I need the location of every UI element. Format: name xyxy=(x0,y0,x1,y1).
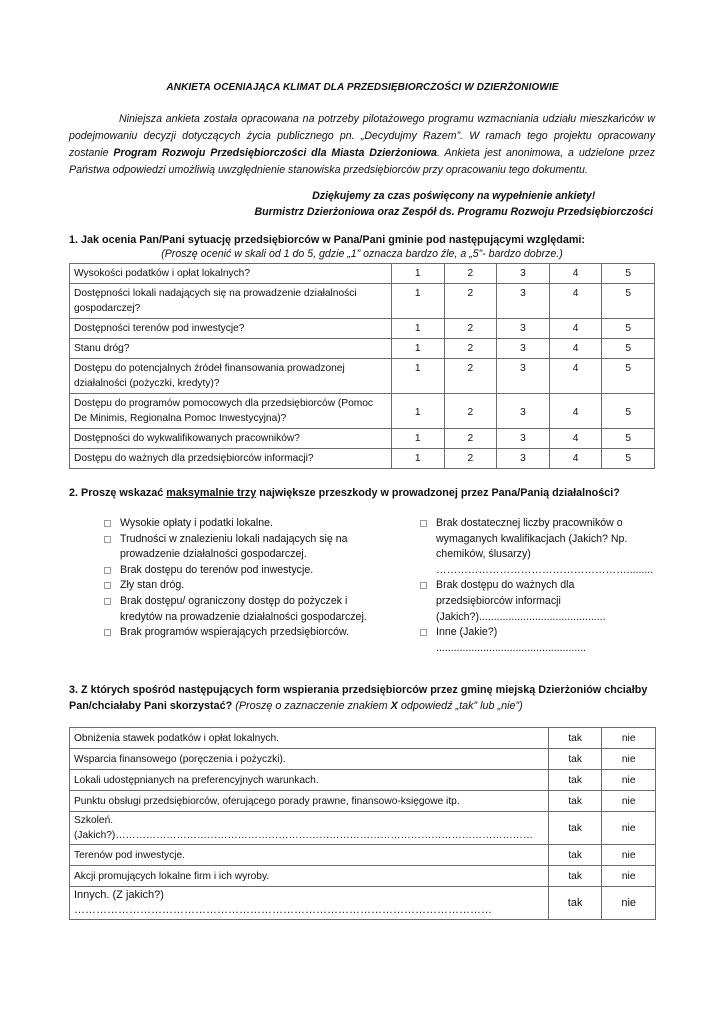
rating-option-5[interactable]: 5 xyxy=(602,319,655,339)
thanks-line: Dziękujemy za czas poświęcony na wypełnienie ankiety! xyxy=(312,190,596,202)
q1-criterion-label: Dostępu do programów pomocowych dla przedsiębiorców (Pomoc De Minimis, Regionalna Pomoc Inwestycyjna)? xyxy=(70,394,392,429)
q2-heading-post: największe przeszkody w prowadzonej przez Pana/Panią działalności? xyxy=(256,487,620,499)
thanks-block xyxy=(254,188,653,220)
answer-yes[interactable]: tak xyxy=(548,845,602,866)
q3-table-row xyxy=(70,866,656,887)
q3-heading-text: 3. Z których spośród następujących form wspierania przedsiębiorców przez gminę miejską Dzierżoniów chciałby Pan/chciałaby Pani skorzystać? xyxy=(69,684,648,712)
rating-option-4[interactable]: 4 xyxy=(549,394,602,429)
answer-no[interactable]: nie xyxy=(602,770,656,791)
q3-table-row xyxy=(70,770,656,791)
q1-rating-table xyxy=(69,263,655,469)
rating-option-4[interactable]: 4 xyxy=(549,284,602,319)
checkbox-icon[interactable] xyxy=(104,629,111,636)
rating-option-2[interactable]: 2 xyxy=(444,339,497,359)
q3-instruction-mark: X xyxy=(390,700,398,712)
answer-no[interactable]: nie xyxy=(602,845,656,866)
rating-option-3[interactable]: 3 xyxy=(497,264,550,284)
q1-criterion-label: Wysokości podatków i opłat lokalnych? xyxy=(70,264,392,284)
q2-option xyxy=(102,516,372,532)
rating-option-5[interactable]: 5 xyxy=(602,284,655,319)
rating-option-1[interactable]: 1 xyxy=(391,429,444,449)
answer-yes[interactable]: tak xyxy=(548,791,602,812)
answer-yes[interactable]: tak xyxy=(548,866,602,887)
rating-option-5[interactable]: 5 xyxy=(602,394,655,429)
rating-option-5[interactable]: 5 xyxy=(602,339,655,359)
answer-no[interactable]: nie xyxy=(602,728,656,749)
rating-option-5[interactable]: 5 xyxy=(602,449,655,469)
q1-criterion-label: Dostępności do wykwalifikowanych pracowników? xyxy=(70,429,392,449)
q2-option-label: Brak dostatecznej liczby pracowników o wymaganych kwalifikacjach (Jakich? Np. chemików, ślusarzy) ………………………………………………......... xyxy=(436,517,654,576)
rating-option-2[interactable]: 2 xyxy=(444,319,497,339)
q2-option-label: Brak dostępu do terenów pod inwestycje. xyxy=(120,563,314,576)
rating-option-2[interactable]: 2 xyxy=(444,394,497,429)
q2-option-label: Brak dostępu/ ograniczony dostęp do pożyczek i kredytów na prowadzenie działalności gospodarczej. xyxy=(120,594,367,623)
answer-yes[interactable]: tak xyxy=(548,812,602,845)
rating-option-4[interactable]: 4 xyxy=(549,339,602,359)
q3-table-row xyxy=(70,812,656,845)
q2-option-label: Brak programów wspierających przedsiębiorców. xyxy=(120,626,350,639)
signature-line: Burmistrz Dzierżoniowa oraz Zespół ds. Programu Rozwoju Przedsiębiorczości xyxy=(254,206,653,218)
q2-option-label: Wysokie opłaty i podatki lokalne. xyxy=(120,517,274,529)
rating-option-5[interactable]: 5 xyxy=(602,429,655,449)
q1-table-row xyxy=(70,429,655,449)
q3-support-form-label: Lokali udostępnianych na preferencyjnych warunkach. xyxy=(70,770,549,791)
q3-support-form-label: Wsparcia finansowego (poręczenia i pożyczki). xyxy=(70,749,549,770)
rating-option-3[interactable]: 3 xyxy=(497,319,550,339)
answer-yes[interactable]: tak xyxy=(548,749,602,770)
q1-criterion-label: Dostępu do potencjalnych źródeł finansowania prowadzonej działalności (pożyczki, kredyty)? xyxy=(70,359,392,394)
answer-yes[interactable]: tak xyxy=(548,728,602,749)
rating-option-5[interactable]: 5 xyxy=(602,359,655,394)
rating-option-1[interactable]: 1 xyxy=(391,394,444,429)
q2-heading-pre: 2. Proszę wskazać xyxy=(69,487,167,499)
q1-criterion-label: Dostępności lokali nadających się na prowadzenie działalności gospodarczej? xyxy=(70,284,392,319)
q2-option-label: Zły stan dróg. xyxy=(120,579,185,592)
checkbox-icon[interactable] xyxy=(420,582,427,589)
rating-option-4[interactable]: 4 xyxy=(549,319,602,339)
rating-option-4[interactable]: 4 xyxy=(549,264,602,284)
q3-instruction-pre: (Proszę o zaznaczenie znakiem xyxy=(232,700,391,712)
answer-no[interactable]: nie xyxy=(602,791,656,812)
q2-option xyxy=(102,594,372,625)
q2-options-right xyxy=(418,516,654,656)
q1-table-row xyxy=(70,284,655,319)
q1-table-row xyxy=(70,319,655,339)
q1-criterion-label: Stanu dróg? xyxy=(70,339,392,359)
rating-option-4[interactable]: 4 xyxy=(549,359,602,394)
q1-table-row xyxy=(70,359,655,394)
answer-no[interactable]: nie xyxy=(602,887,656,920)
q3-heading xyxy=(69,682,659,714)
q1-table-row xyxy=(70,264,655,284)
q3-table-row xyxy=(70,728,656,749)
rating-option-1[interactable]: 1 xyxy=(391,449,444,469)
rating-option-1[interactable]: 1 xyxy=(391,284,444,319)
q1-instruction: (Proszę ocenić w skali od 1 do 5, gdzie „1” oznacza bardzo źle, a „5”- bardzo dobrze.) xyxy=(161,248,563,260)
q1-criterion-label: Dostępności terenów pod inwestycje? xyxy=(70,319,392,339)
q3-table-row xyxy=(70,845,656,866)
q1-heading: 1. Jak ocenia Pan/Pani sytuację przedsiębiorców w Pana/Pani gminie pod następującymi względami: xyxy=(69,234,586,246)
q1-table-row xyxy=(70,394,655,429)
q2-option xyxy=(418,516,654,578)
q2-option xyxy=(102,532,372,563)
answer-no[interactable]: nie xyxy=(602,749,656,770)
q3-table-row xyxy=(70,887,656,920)
checkbox-icon[interactable] xyxy=(104,536,111,543)
rating-option-2[interactable]: 2 xyxy=(444,359,497,394)
checkbox-icon[interactable] xyxy=(420,629,427,636)
q3-support-form-label: Innych. (Z jakich?) …………………………………………………………………………………………………… xyxy=(70,887,549,920)
q1-table-row xyxy=(70,339,655,359)
answer-yes[interactable]: tak xyxy=(548,887,602,920)
q3-yes-no-table xyxy=(69,727,656,920)
document-title: ANKIETA OCENIAJĄCA KLIMAT DLA PRZEDSIĘBIORCZOŚCI W DZIERŻONIOWIE xyxy=(166,82,559,93)
intro-text-2: . Ankieta jest anonimowa, a udzielone przez Państwa odpowiedzi umożliwią uwzględnienie stanowiska przedsiębiorców przy opracowaniu tego dokumentu. xyxy=(69,147,655,176)
rating-option-3[interactable]: 3 xyxy=(497,339,550,359)
rating-option-2[interactable]: 2 xyxy=(444,264,497,284)
q2-option xyxy=(102,578,372,594)
intro-paragraph xyxy=(69,111,655,179)
q3-instruction xyxy=(232,700,522,712)
rating-option-3[interactable]: 3 xyxy=(497,449,550,469)
q2-heading-underlined: maksymalnie trzy xyxy=(166,487,257,499)
q3-support-form-label: Punktu obsługi przedsiębiorców, oferującego porady prawne, finansowo-księgowe itp. xyxy=(70,791,549,812)
q2-option-label: Brak dostępu do ważnych dla przedsiębiorców informacji (Jakich?)........................................... xyxy=(436,579,606,623)
rating-option-3[interactable]: 3 xyxy=(497,359,550,394)
checkbox-icon[interactable] xyxy=(104,598,111,605)
rating-option-1[interactable]: 1 xyxy=(391,359,444,394)
intro-text-1: Niniejsza ankieta została opracowana na potrzeby pilotażowego programu wzmacniania udziału mieszkańców w podejmowaniu decyzji dotyczących życia publicznego pn. „Decydujmy Razem”. W ramach tego projektu opracowany zostanie xyxy=(69,113,655,159)
rating-option-4[interactable]: 4 xyxy=(549,429,602,449)
q3-table-row xyxy=(70,749,656,770)
q2-option xyxy=(102,625,372,641)
q3-table-row xyxy=(70,791,656,812)
q1-criterion-label: Dostępu do ważnych dla przedsiębiorców informacji? xyxy=(70,449,392,469)
q3-support-form-label: Szkoleń. (Jakich?)…………………………………………………………………………………………………………… xyxy=(70,812,549,845)
q2-heading xyxy=(69,485,620,501)
answer-no[interactable]: nie xyxy=(602,866,656,887)
rating-option-1[interactable]: 1 xyxy=(391,319,444,339)
q1-table-row xyxy=(70,449,655,469)
intro-program-name: Program Rozwoju Przedsiębiorczości dla Miasta Dzierżoniowa xyxy=(113,147,437,159)
q2-option-label: Trudności w znalezieniu lokali nadających się na prowadzenie działalności gospodarczej. xyxy=(120,532,348,561)
rating-option-2[interactable]: 2 xyxy=(444,429,497,449)
rating-option-1[interactable]: 1 xyxy=(391,264,444,284)
rating-option-3[interactable]: 3 xyxy=(497,284,550,319)
rating-option-1[interactable]: 1 xyxy=(391,339,444,359)
q3-support-form-label: Akcji promujących lokalne firm i ich wyroby. xyxy=(70,866,549,887)
checkbox-icon[interactable] xyxy=(104,567,111,574)
q3-support-form-label: Terenów pod inwestycje. xyxy=(70,845,549,866)
q3-instruction-post: odpowiedź „tak” lub „nie”) xyxy=(397,700,523,712)
rating-option-4[interactable]: 4 xyxy=(549,449,602,469)
q2-option xyxy=(418,625,638,656)
checkbox-icon[interactable] xyxy=(420,520,427,527)
q2-options-left xyxy=(102,516,372,641)
rating-option-2[interactable]: 2 xyxy=(444,284,497,319)
rating-option-3[interactable]: 3 xyxy=(497,429,550,449)
q2-option-label: Inne (Jakie?) ................................................... xyxy=(436,626,587,654)
checkbox-icon[interactable] xyxy=(104,520,111,527)
answer-yes[interactable]: tak xyxy=(548,770,602,791)
q2-option xyxy=(418,578,638,625)
q3-support-form-label: Obniżenia stawek podatków i opłat lokalnych. xyxy=(70,728,549,749)
rating-option-2[interactable]: 2 xyxy=(444,449,497,469)
checkbox-icon[interactable] xyxy=(104,582,111,589)
rating-option-3[interactable]: 3 xyxy=(497,394,550,429)
rating-option-5[interactable]: 5 xyxy=(602,264,655,284)
q2-option xyxy=(102,563,372,579)
answer-no[interactable]: nie xyxy=(602,812,656,845)
